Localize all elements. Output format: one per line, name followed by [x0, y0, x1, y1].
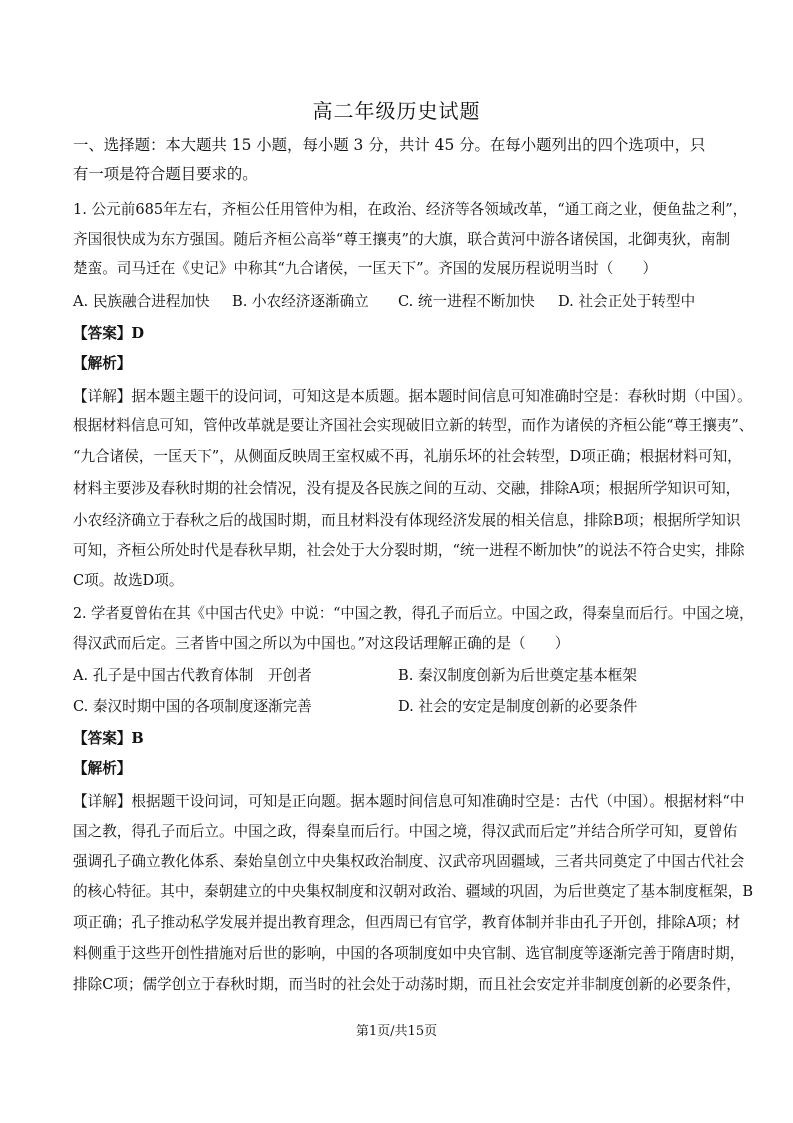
- q1-answer: 【答案】D: [73, 325, 145, 342]
- q1-detail-line-6: 可知，齐桓公所处时代是春秋早期，社会处于大分裂时期，“统一进程不断加快”的说法不符合史实，排除: [73, 542, 745, 559]
- q1-detail-line-3: “九合诸侯，一匡天下”，从侧面反映周王室权威不再，礼崩乐坏的社会转型，D项正确；根据材料可知，: [73, 448, 742, 465]
- q1-stem-line-2: 齐国很快成为东方强国。随后齐桓公高举“尊王攘夷”的大旗，联合黄河中游各诸侯国，北御夷狄，南制: [73, 231, 731, 248]
- q2-detail-line-4: 的核心特征。其中，秦朝建立的中央集权制度和汉朝对政治、疆域的巩固，为后世奠定了基本制度框架，B: [73, 883, 754, 900]
- q2-stem-line-2: 得汉武而后定。三者皆中国之所以为中国也。”对这段话理解正确的是（ ）: [73, 635, 570, 652]
- q2-option-d: D. 社会的安定是制度创新的必要条件: [398, 698, 638, 715]
- page-title: 高二年级历史试题: [312, 99, 481, 123]
- q2-detail-line-3: 强调孔子确立教化体系、秦始皇创立中央集权政治制度、汉武帝巩固疆域，三者共同奠定了中国古代社会: [73, 853, 745, 870]
- q2-detail-line-5: 项正确；孔子推动私学发展并提出教育理念，但西周已有官学，教育体制并非由孔子开创，排除A项；材: [73, 914, 741, 931]
- q1-detail-line-5: 小农经济确立于春秋之后的战国时期，而且材料没有体现经济发展的相关信息，排除B项；根据所学知识: [73, 512, 741, 529]
- q2-detail-line-6: 料侧重于这些开创性措施对后世的影响，中国的各项制度如中央官制、选官制度等逐渐完善于隋唐时期，: [73, 945, 745, 962]
- q2-detail-line-1: 【详解】根据题干设问词，可知是正向题。据本题时间信息可知准确时空是：古代（中国）。根据材料“中: [73, 793, 745, 810]
- q1-detail-line-1: 【详解】据本题主题干的设问词，可知这是本质题。据本题时间信息可知准确时空是：春秋时期（中国）。: [73, 388, 752, 405]
- q1-detail-line-4: 材料主要涉及春秋时期的社会情况，没有提及各民族之间的互动、交融，排除A项；根据所学知识可知，: [73, 480, 741, 497]
- q1-option-b: B. 小农经济逐渐确立: [232, 293, 369, 310]
- q1-analysis-label: 【解析】: [73, 355, 132, 372]
- q2-answer: 【答案】B: [73, 730, 144, 747]
- q2-option-b: B. 秦汉制度创新为后世奠定基本框架: [398, 667, 637, 684]
- page-footer: 第1页/共15页: [355, 1024, 438, 1039]
- q1-stem-line-1: 1. 公元前685年左右，齐桓公任用管仲为相，在政治、经济等各领域改革，“通工商之业，便鱼盐之利”，: [73, 201, 748, 218]
- q2-detail-line-7: 排除C项；儒学创立于春秋时期，而当时的社会处于动荡时期，而且社会安定并非制度创新的必要条件，: [73, 976, 741, 993]
- q1-option-c: C. 统一进程不断加快: [398, 293, 535, 310]
- q1-detail-line-2: 根据材料信息可知，管仲改革就是要让齐国社会实现破旧立新的转型，而作为诸侯的齐桓公能“尊王攘夷”、: [73, 417, 754, 434]
- q2-detail-line-2: 国之教，得孔子而后立。中国之政，得秦皇而后行。中国之境，得汉武而后定”并结合所学可知，夏曾佑: [73, 823, 738, 840]
- q2-stem-line-1: 2. 学者夏曾佑在其《中国古代史》中说：“中国之教，得孔子而后立。中国之政，得秦皇而后行。中国之境，: [73, 605, 754, 622]
- q1-detail-line-7: C项。故选D项。: [73, 572, 184, 589]
- section-header-line-1: 一、选择题：本大题共 15 小题，每小题 3 分，共计 45 分。在每小题列出的四个选项中，只: [73, 136, 706, 154]
- q1-option-a: A. 民族融合进程加快: [73, 293, 210, 310]
- q2-option-a: A. 孔子是中国古代教育体制 开创者: [73, 667, 312, 684]
- q1-stem-line-3: 楚蛮。司马迁在《史记》中称其“九合诸侯，一匡天下”。齐国的发展历程说明当时（ ）: [73, 260, 658, 277]
- q1-option-d: D. 社会正处于转型中: [558, 293, 696, 310]
- q2-analysis-label: 【解析】: [73, 760, 132, 777]
- section-header-line-2: 有一项是符合题目要求的。: [73, 165, 258, 183]
- q2-option-c: C. 秦汉时期中国的各项制度逐渐完善: [73, 698, 312, 715]
